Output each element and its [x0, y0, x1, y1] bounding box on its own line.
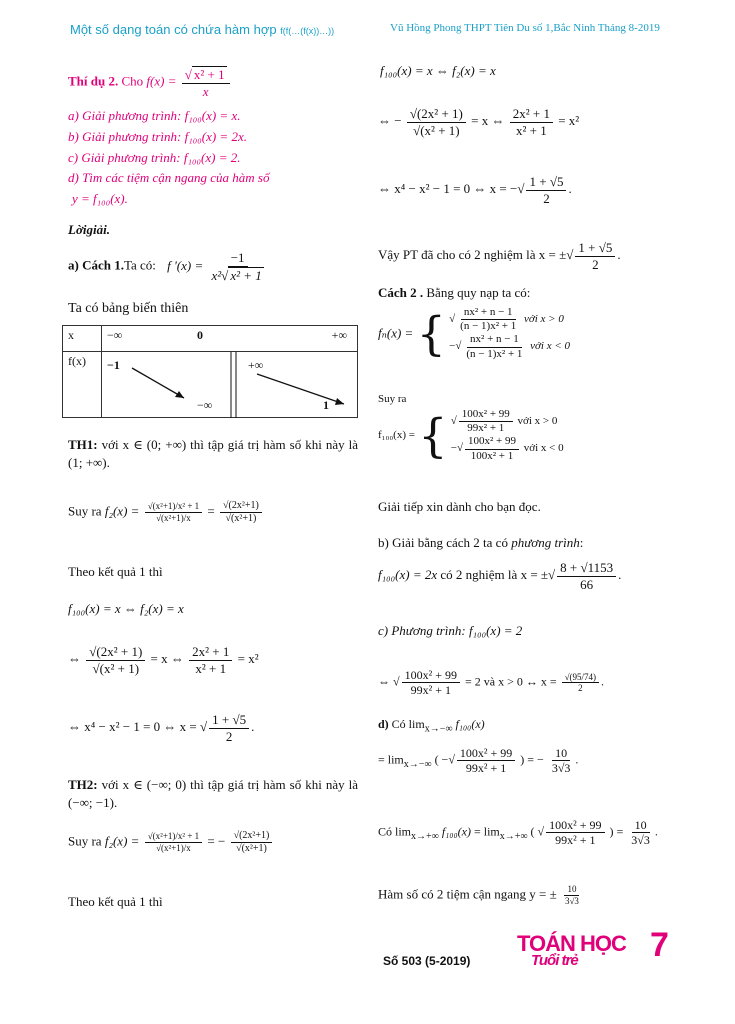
table-x-label: x: [63, 326, 102, 352]
task-list: a) Giải phương trình: f₁₀₀(x) = x. b) Giải phương trình: f₁₀₀(x) = 2x. c) Giải phương trình: f₁₀₀(x) = 2. d) Tìm các tiệm cận ngang của hàm số y = f₁₀₀(x).: [68, 108, 270, 207]
solution-label: Lờigiải.: [68, 222, 111, 237]
running-title: Một số dạng toán có chứa hàm hợp f(f(…(f(x))…)): [70, 22, 335, 37]
table-f-label: f(x): [63, 352, 102, 418]
f100-piecewise: f₁₀₀(x) = { √ $\frac{\text{100x² + 99}}{\text{99x² + 1}}$ với x > 0 −√ $\frac{\text{100x² + 99}}{\text{100x² + 1}}$ với x < 0: [378, 408, 564, 463]
th2-text: TH2: với x ∈ (−∞; 0) thì tập giá trị hàm số khi này là (−∞; −1).: [68, 777, 358, 810]
example-label: Thí dụ 2.: [68, 73, 119, 89]
eq-f100-x: f₁₀₀(x) = x ⇔ f₂(x) = x: [68, 601, 184, 616]
issue-number: Số 503 (5-2019): [383, 954, 471, 968]
table-arrows: [102, 352, 364, 418]
fn-piecewise: fₙ(x) = { √ $\frac{\text{nx² + n − 1}}{\text{(n − 1)x² + 1}}$ với x > 0 −√ $\frac{\text{nx² + n − 1}}{\text{(n − 1)x² + 1}}$ với x < 0: [378, 306, 571, 361]
eq-right-2: ⇔ − $\frac{\text{√(2x² + 1)}}{\text{√(x² + 1)}}$ = x ⇔ $\frac{\text{2x² + 1}}{\text{x² + 1}}$ = x²: [378, 106, 580, 138]
derivative-line: a) Cách 1.Ta có: f '(x) = $\frac{-1}{\text{x²√ x² + 1}}$: [68, 250, 262, 283]
final-conclusion: Hàm số có 2 tiệm cận ngang y = ± $\frac{10}{3√3}$: [378, 884, 579, 906]
theo-kq-1: Theo kết quả 1 thì: [68, 564, 163, 579]
eq-left-3: ⇔ x⁴ − x² − 1 = 0 ⇔ x = √ $\frac{1 + √5}{2}$ .: [68, 712, 255, 744]
conclusion-a: Vậy PT đã cho có 2 nghiệm là x = ±√ $\frac{1 + √5}{2}$ .: [378, 240, 621, 272]
example-statement: Thí dụ 2. Cho f(x) = $\frac{\text{√ x² + 1}}{x}$: [68, 66, 358, 99]
eq-right-1: f₁₀₀(x) = x ⇔ f₂(x) = x: [380, 63, 496, 78]
eq-right-3: ⇔ x⁴ − x² − 1 = 0 ⇔ x = −√ $\frac{1 + √5}{2}$ .: [378, 174, 572, 206]
suy-ra-right: Suy ra: [378, 393, 407, 405]
part-b-heading: b) Giải bằng cách 2 ta có phương trình:: [378, 535, 584, 550]
limit-neg: = $\lim_{x\to-\infty}$ ( −√ $\frac{\text{100x² + 99}}{\text{99x² + 1}}$ ) = − $\frac{10}{3√3}$ .: [378, 746, 579, 776]
magazine-logo: TOÁN HỌC Tuổi trẻ: [517, 931, 626, 969]
page-number: 7: [650, 926, 669, 964]
th1-text: TH1: với x ∈ (0; +∞) thì tập giá trị hàm số khi này là (1; +∞).: [68, 437, 358, 470]
method2-heading: Cách 2 . Bằng quy nạp ta có:: [378, 285, 531, 300]
part-d-heading: d) Có $\lim_{x\to-\infty} f_{100}(x)$: [378, 717, 485, 735]
part-c-eq: ⇔ √ $\frac{\text{100x² + 99}}{\text{99x² + 1}}$ = 2 và x > 0 ↔ x = $\frac{√(95/74)}{2}$ .: [378, 668, 605, 698]
eq-left-2: ⇔ $\frac{\text{√(2x² + 1)}}{\text{√(x² + 1)}}$ = x ⇔ $\frac{\text{2x² + 1}}{\text{x² + 1}}$ = x²: [68, 644, 259, 676]
theo-kq-2: Theo kết quả 1 thì: [68, 894, 163, 909]
limit-pos: Có $\lim_{x\to+\infty} f_{100}(x) = \lim_{x\to+\infty}$ ( √ $\frac{\text{100x² + 99}}{\text{99x² + 1}}$ ) = $\frac{10}{3√3}$ .: [378, 818, 658, 848]
reader-note: Giải tiếp xin dành cho bạn đọc.: [378, 499, 541, 514]
th2-suyra: Suy ra f₂(x) = $\frac{\text{√(x²+1)/x² + 1}}{\text{√(x²+1)/x}}$ = − $\frac{\text{√(2x²+1)}}{\text{√(x²+1)}}$: [68, 830, 358, 855]
running-author: Vũ Hồng Phong THPT Tiên Du số 1,Bắc Ninh Tháng 8-2019: [390, 22, 660, 34]
th1-suyra: Suy ra f₂(x) = $\frac{\text{√(x²+1)/x² + 1}}{\text{√(x²+1)/x}}$ = $\frac{\text{√(2x²+1)}}{\text{√(x²+1)}}$: [68, 500, 358, 525]
variation-table: x −∞ 0 +∞ f(x) −1 +∞ −∞ 1: [62, 325, 358, 418]
table-intro: Ta có bảng biến thiên: [68, 301, 189, 316]
part-b-result: f₁₀₀(x) = 2x có 2 nghiệm là x = ±√ $\frac{8 + √1153}{66}$ .: [378, 560, 622, 592]
part-c-heading: c) Phương trình: f₁₀₀(x) = 2: [378, 623, 523, 638]
